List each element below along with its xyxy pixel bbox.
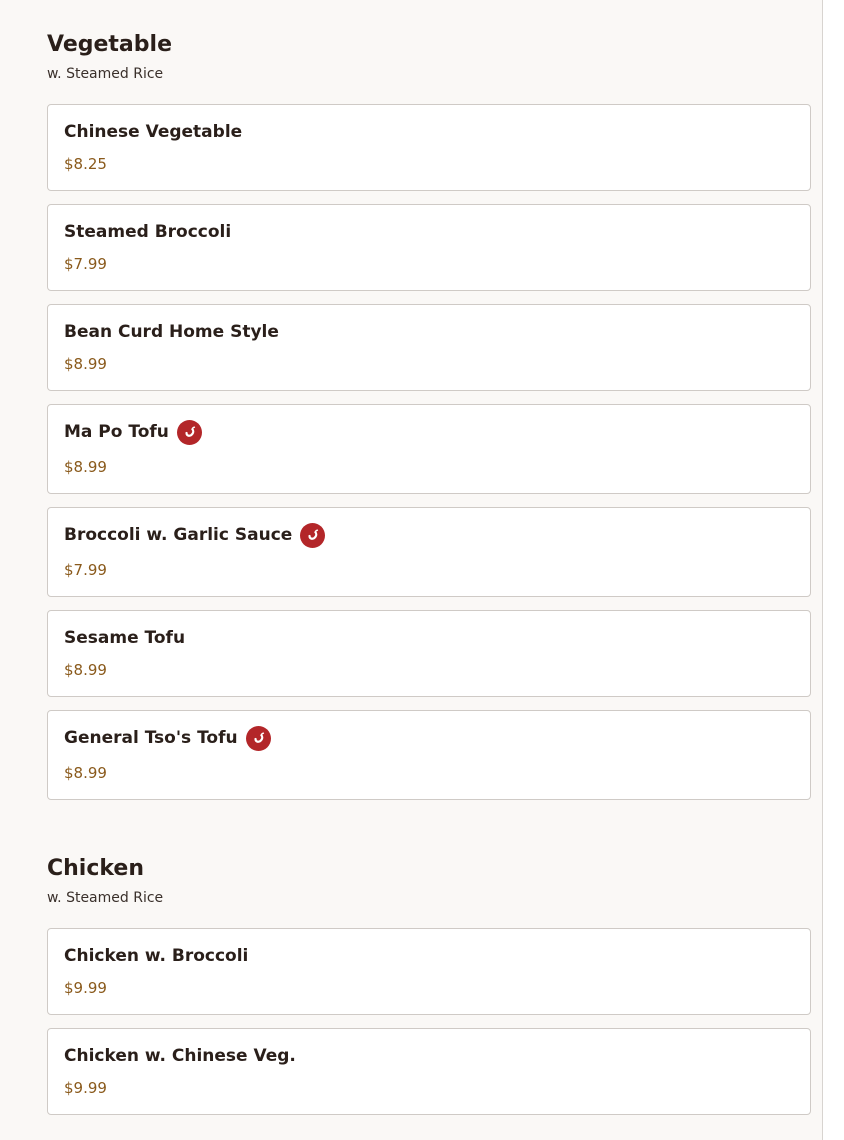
item-price: $7.99	[64, 255, 107, 273]
menu-item-general-tsos-tofu[interactable]	[47, 710, 811, 800]
item-name: Broccoli w. Garlic Sauce	[64, 525, 293, 545]
section-title: Chicken	[47, 856, 145, 881]
item-name: Chinese Vegetable	[64, 122, 243, 142]
item-price: $8.99	[64, 355, 107, 373]
item-name: Chicken w. Broccoli	[64, 946, 249, 966]
menu-item-broccoli-garlic-sauce[interactable]	[47, 507, 811, 597]
item-header	[64, 119, 794, 145]
menu-section-chicken	[47, 813, 811, 1115]
section-subtitle: w. Steamed Rice	[47, 66, 164, 82]
item-name: General Tso's Tofu	[64, 728, 238, 748]
item-header	[64, 319, 794, 345]
item-price: $9.99	[64, 979, 107, 997]
item-header	[64, 625, 794, 651]
item-price: $8.25	[64, 155, 107, 173]
menu-item-chicken-broccoli[interactable]	[47, 928, 811, 1015]
item-name: Steamed Broccoli	[64, 222, 232, 242]
item-name: Sesame Tofu	[64, 628, 186, 648]
item-name: Bean Curd Home Style	[64, 322, 279, 342]
menu-item-ma-po-tofu[interactable]	[47, 404, 811, 494]
item-header	[64, 419, 794, 445]
menu-item-chicken-chinese-veg[interactable]	[47, 1028, 811, 1115]
item-header	[64, 219, 794, 245]
menu-item-chinese-vegetable[interactable]	[47, 104, 811, 191]
item-price: $8.99	[64, 661, 107, 679]
item-name: Ma Po Tofu	[64, 422, 169, 442]
menu-section-vegetable	[47, 0, 811, 800]
item-header	[64, 1043, 794, 1069]
item-header	[64, 943, 794, 969]
menu-item-bean-curd-home-style[interactable]	[47, 304, 811, 391]
item-price: $7.99	[64, 561, 107, 579]
menu-item-steamed-broccoli[interactable]	[47, 204, 811, 291]
menu-item-sesame-tofu[interactable]	[47, 610, 811, 697]
item-name: Chicken w. Chinese Veg.	[64, 1046, 296, 1066]
section-title: Vegetable	[47, 32, 172, 57]
item-price: $8.99	[64, 458, 107, 476]
item-price: $9.99	[64, 1079, 107, 1097]
chili-pepper-icon	[246, 726, 271, 751]
item-header	[64, 725, 794, 751]
item-header	[64, 522, 794, 548]
item-price: $8.99	[64, 764, 107, 782]
section-subtitle: w. Steamed Rice	[47, 890, 164, 906]
chili-pepper-icon	[300, 523, 325, 548]
chili-pepper-icon	[177, 420, 202, 445]
